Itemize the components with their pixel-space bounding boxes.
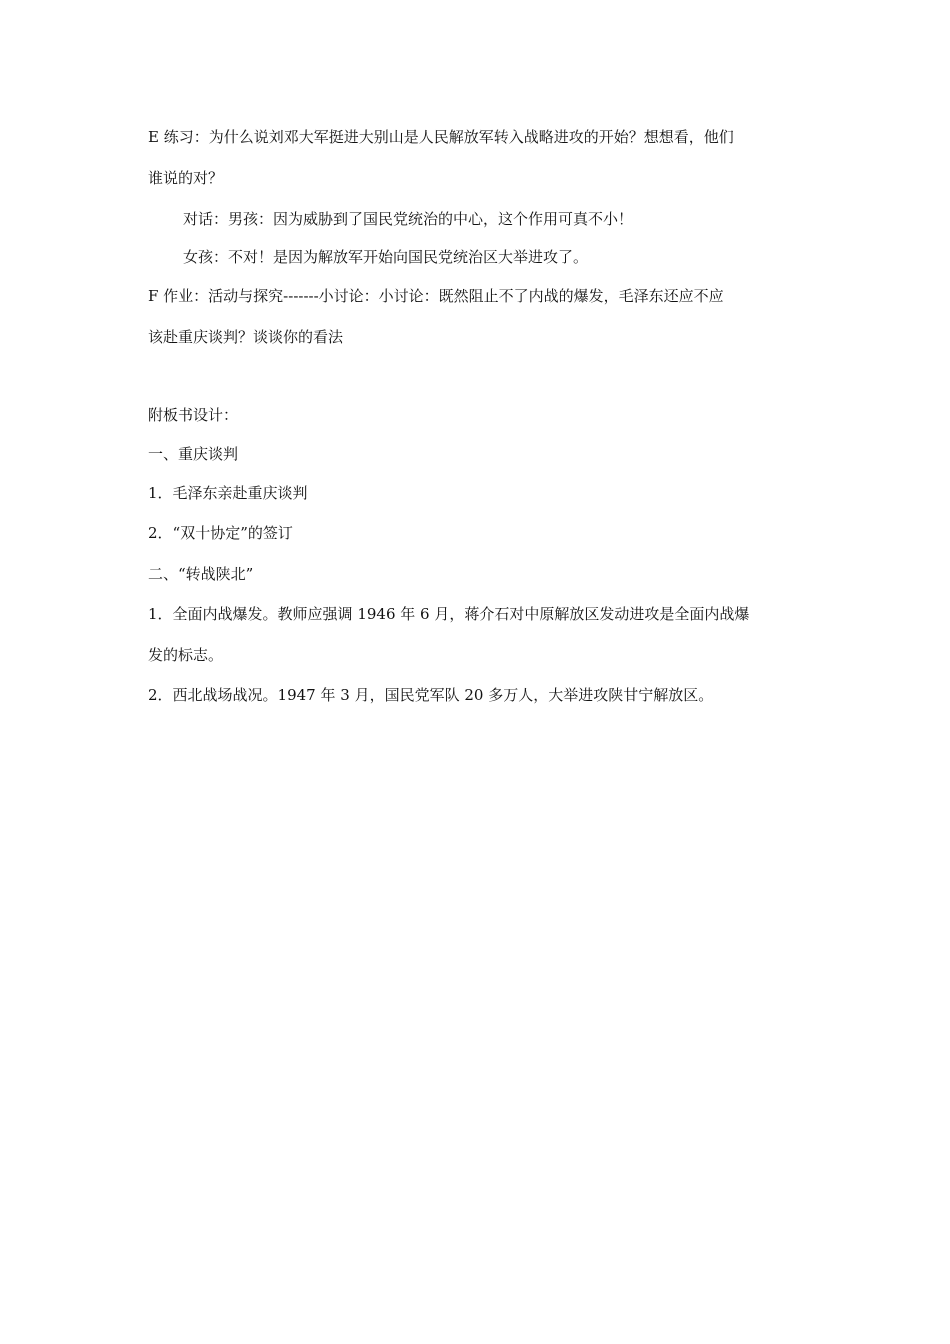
- exercise-paragraph-line-1: E 练习：为什么说刘邓大军挺进大别山是人民解放军转入战略进攻的开始？想想看，他们: [148, 128, 734, 146]
- dialogue-girl: 女孩：不对！是因为解放军开始向国民党统治区大举进攻了。: [183, 248, 589, 266]
- section-2-title: 二、“转战陕北”: [148, 565, 254, 583]
- section-1-item-2: 2．“双十协定”的签订: [148, 524, 293, 542]
- section-2-item-1-line-1: 1．全面内战爆发。教师应强调 1946 年 6 月，蒋介石对中原解放区发动进攻是全面内战爆: [148, 605, 750, 623]
- homework-paragraph-line-1: F 作业：活动与探究-------小讨论：小讨论：既然阻止不了内战的爆发，毛泽东还应不应: [148, 287, 724, 305]
- section-1-item-1: 1．毛泽东亲赴重庆谈判: [148, 484, 308, 502]
- section-1-title: 一、重庆谈判: [148, 445, 239, 463]
- board-design-title: 附板书设计：: [148, 406, 239, 424]
- homework-paragraph-line-2: 该赴重庆谈判？谈谈你的看法: [148, 328, 344, 346]
- section-2-item-2: 2．西北战场战况。1947 年 3 月，国民党军队 20 多万人，大举进攻陕甘宁解放区。: [148, 686, 714, 704]
- section-2-item-1-line-2: 发的标志。: [148, 646, 224, 664]
- dialogue-boy: 对话：男孩：因为威胁到了国民党统治的中心，这个作用可真不小！: [183, 210, 634, 228]
- exercise-paragraph-line-2: 谁说的对？: [148, 169, 224, 187]
